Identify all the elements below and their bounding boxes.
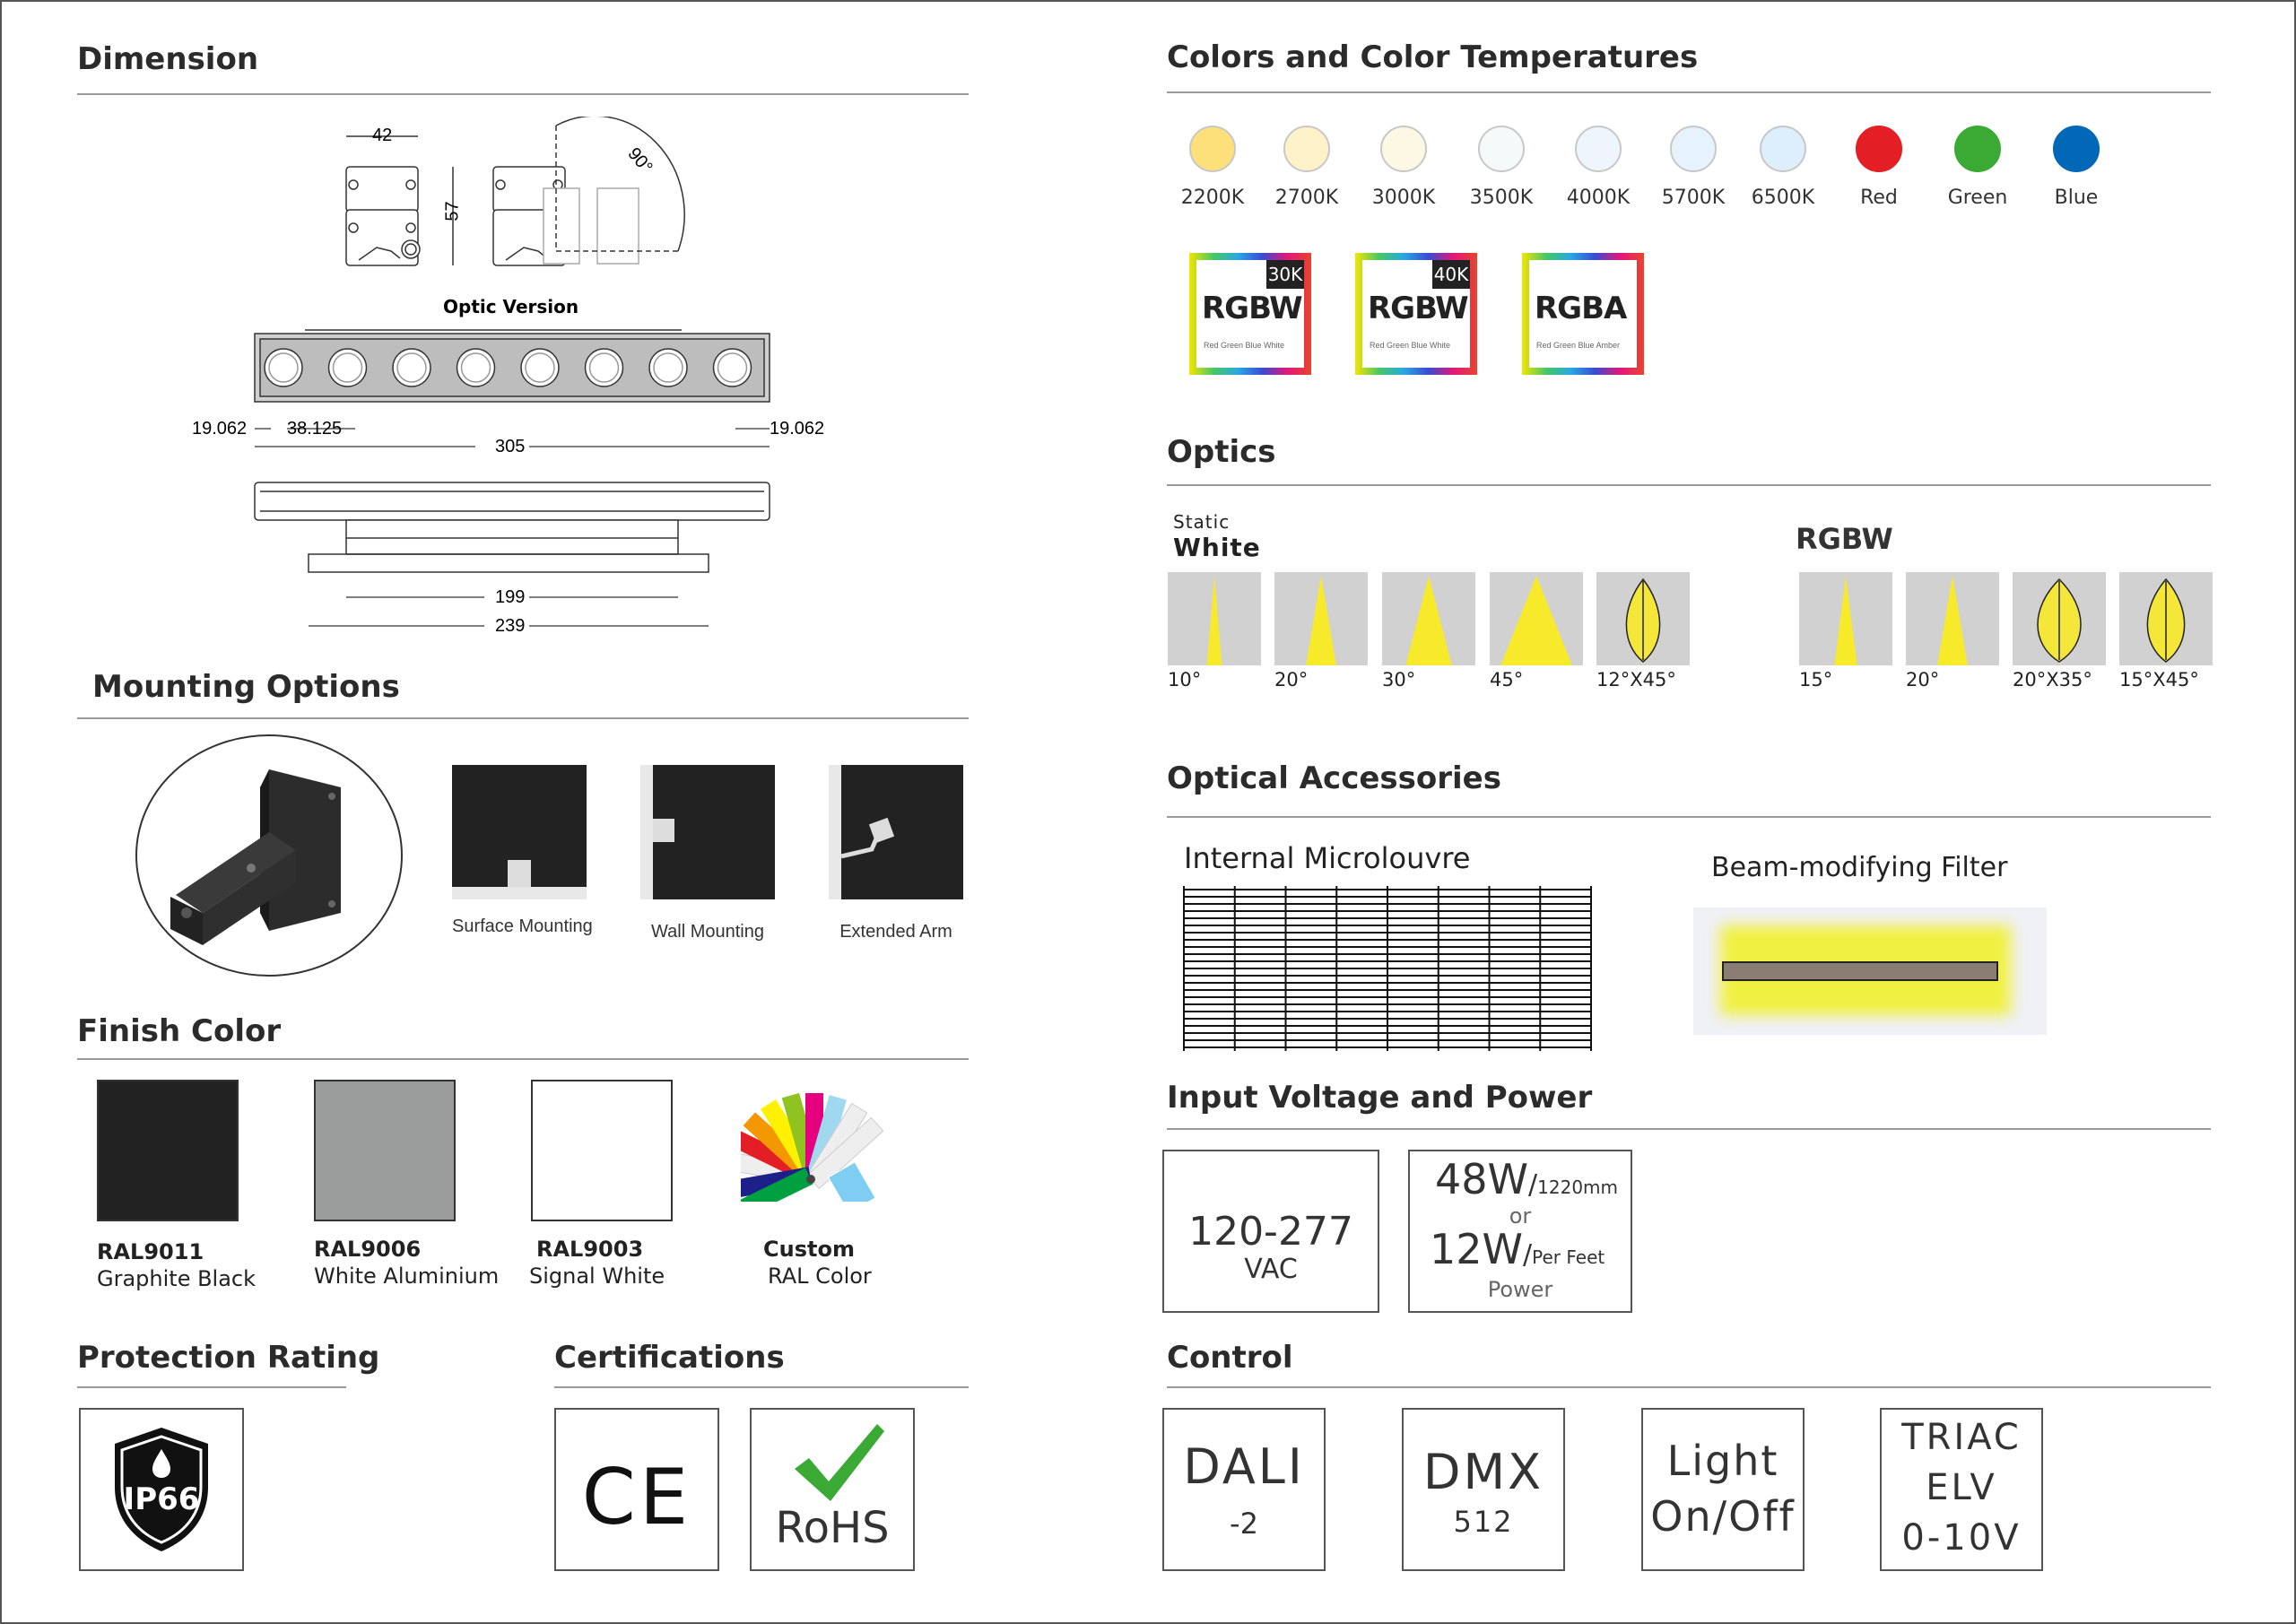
lens [586,349,623,386]
color-swatch [1380,126,1427,172]
light-label: Light [1666,1437,1779,1485]
surface-mounting-icon [452,765,587,899]
mounting-rule [77,717,969,719]
bracket-image [135,734,405,977]
beam-tile [1490,572,1583,665]
lens [521,349,559,386]
protection-rule [77,1386,346,1388]
protection-title: Protection Rating [77,1340,380,1376]
color-swatch [2053,126,2100,172]
finish-code-aluminium: RAL9006 [314,1237,422,1262]
beam-label: 20°X35° [2013,669,2092,690]
static-label: Static [1173,511,1231,533]
voltage-rule [1167,1128,2211,1130]
dim-height: 57 [442,201,463,221]
finish-swatch-black [97,1080,239,1221]
color-swatch [1189,126,1236,172]
mount-label-surface: Surface Mounting [452,916,593,936]
optic-version-label: Optic Version [443,296,579,317]
rgbw-optics-label: RGBW [1796,522,1893,556]
beam-shape [1834,576,1857,665]
color-fan-icon [741,1085,893,1202]
beam-label: 15°X45° [2119,669,2199,690]
rgb-card-tag: 30K [1266,260,1304,289]
microlouvre-grid [1182,886,1593,1051]
white-label: White [1173,533,1261,562]
lens [649,349,687,386]
beam-tile [1274,572,1368,665]
color-swatch-label: 4000K [1566,187,1631,209]
beam-tile [1799,572,1892,665]
dim-edge-left: 19.062 [192,419,248,439]
rgb-card-subtitle: Red Green Blue White [1204,341,1285,350]
beam-shape [1405,576,1451,665]
finish-code-custom: Custom [763,1237,855,1262]
power-label: Power [1487,1277,1553,1302]
ip66-label: IP66 [123,1481,200,1517]
color-swatch-label: 3500K [1469,187,1534,209]
power2-value: 12W [1430,1225,1524,1273]
control-rule [1167,1386,2211,1388]
rgb-card [1522,253,1644,375]
power2-unit: Per Feet [1532,1246,1605,1268]
color-swatch [1670,126,1717,172]
dmx-box [1402,1408,1565,1571]
ce-mark: CE [581,1453,692,1542]
beam-filter-image [1693,908,2047,1035]
voltage-unit: VAC [1244,1254,1298,1285]
colors-rule [1167,91,2211,93]
colors-title: Colors and Color Temperatures [1167,39,1699,75]
beam-label: 20° [1906,669,1940,690]
dmx-sub: 512 [1453,1505,1514,1539]
light-onoff-box [1641,1408,1805,1571]
dimension-rule [77,93,969,95]
color-swatch [1575,126,1622,172]
optics-rule [1167,484,2211,486]
dim-width: 42 [372,126,393,145]
accessories-title: Optical Accessories [1167,760,1501,796]
dim-edge-right: 19.062 [770,419,825,439]
rgb-card-title: RGBW [1202,291,1302,326]
accessories-rule [1167,816,2211,818]
beam-tile [1168,572,1261,665]
beam-label: 30° [1382,669,1416,690]
dim-bracket-inner: 199 [495,587,526,607]
color-swatch-label: 5700K [1661,187,1726,209]
color-swatch [1283,126,1330,172]
beam-label: 15° [1799,669,1833,690]
color-swatch-label: 2700K [1274,187,1339,209]
dim-length: 305 [495,437,526,456]
certifications-rule [554,1386,969,1388]
onoff-label: On/Off [1650,1492,1796,1541]
finish-name-white: Signal White [529,1264,665,1289]
rgb-card-title: RGBA [1535,291,1627,326]
rohs-box [750,1408,915,1571]
beam-label: 12°X45° [1596,669,1676,690]
triac-box [1880,1408,2043,1571]
color-swatch-label: 3000K [1371,187,1436,209]
voltage-title: Input Voltage and Power [1167,1080,1593,1116]
beam-tile [2013,572,2106,665]
dimension-drawing [179,117,843,637]
beam-tile [1382,572,1475,665]
beam-tile [1596,572,1690,665]
checkmark-icon [789,1419,888,1505]
beam-label: 45° [1490,669,1524,690]
rgb-card [1189,253,1311,375]
color-swatch-label: 6500K [1751,187,1815,209]
finish-rule [77,1058,969,1060]
lens [393,349,430,386]
color-swatch-label: Green [1947,187,2008,209]
certifications-title: Certifications [554,1340,785,1376]
beam-label: 10° [1168,669,1202,690]
dali-label: DALI [1183,1438,1305,1495]
rgb-card-subtitle: Red Green Blue Amber [1536,341,1621,350]
color-swatch [1856,126,1902,172]
color-swatch-label: 2200K [1180,187,1245,209]
dmx-label: DMX [1422,1444,1544,1500]
v010-label: 0-10V [1901,1517,2022,1559]
filter-label: Beam-modifying Filter [1711,852,2008,883]
rgb-card-subtitle: Red Green Blue White [1370,341,1451,350]
dim-angle: 90° [623,143,657,178]
finish-name-black: Graphite Black [97,1266,257,1291]
finish-name-aluminium: White Aluminium [314,1264,500,1289]
microlouvre-label: Internal Microlouvre [1184,841,1471,875]
beam-shape [1500,576,1572,665]
power1-unit: 1220mm [1537,1177,1619,1198]
dim-pitch: 38.125 [287,419,343,439]
color-swatch [1760,126,1806,172]
rohs-label: RoHS [775,1503,890,1553]
power1-value: 48W [1435,1155,1529,1203]
rgb-card-tag: 40K [1432,260,1470,289]
power-or: or [1509,1203,1532,1229]
lens [265,349,302,386]
beam-shape [1207,576,1222,665]
elv-label: ELV [1926,1467,1997,1508]
finish-code-black: RAL9011 [97,1239,204,1264]
voltage-box [1162,1150,1379,1313]
finish-name-custom: RAL Color [768,1264,872,1289]
beam-tile [2119,572,2213,665]
power-value-2: 12W/Per Feet [1430,1225,1605,1273]
lens [329,349,367,386]
dim-bracket-outer: 239 [495,616,526,636]
control-title: Control [1167,1340,1293,1376]
voltage-range: 120-277 [1188,1209,1353,1255]
mounting-title: Mounting Options [92,669,400,705]
power-value-1: 48W/1220mm [1435,1155,1619,1203]
power-box [1408,1150,1632,1313]
color-swatch [1954,126,2001,172]
dimension-title: Dimension [77,41,259,77]
color-swatch-label: Blue [2054,187,2099,209]
finish-swatch-aluminium [314,1080,456,1221]
beam-shape [1937,576,1968,665]
beam-shape [1306,576,1336,665]
wall-mounting-icon [640,765,775,899]
triac-label: TRIAC [1901,1417,2022,1458]
color-swatch [1478,126,1525,172]
color-swatch-label: Red [1860,187,1898,209]
mount-label-wall: Wall Mounting [651,922,764,942]
finish-title: Finish Color [77,1013,282,1049]
finish-swatch-white [531,1080,673,1221]
ip66-box [79,1408,244,1571]
finish-code-white: RAL9003 [536,1237,644,1262]
rgb-card-title: RGBW [1368,291,1468,326]
mount-label-arm: Extended Arm [839,922,952,942]
optics-title: Optics [1167,434,1276,470]
dali-sub: -2 [1230,1507,1258,1541]
dali-box [1162,1408,1326,1571]
extended-arm-icon [829,765,963,899]
beam-tile [1906,572,1999,665]
ce-box [554,1408,719,1571]
rgb-card [1355,253,1477,375]
lens [714,349,752,386]
beam-label: 20° [1274,669,1309,690]
lens [457,349,495,386]
